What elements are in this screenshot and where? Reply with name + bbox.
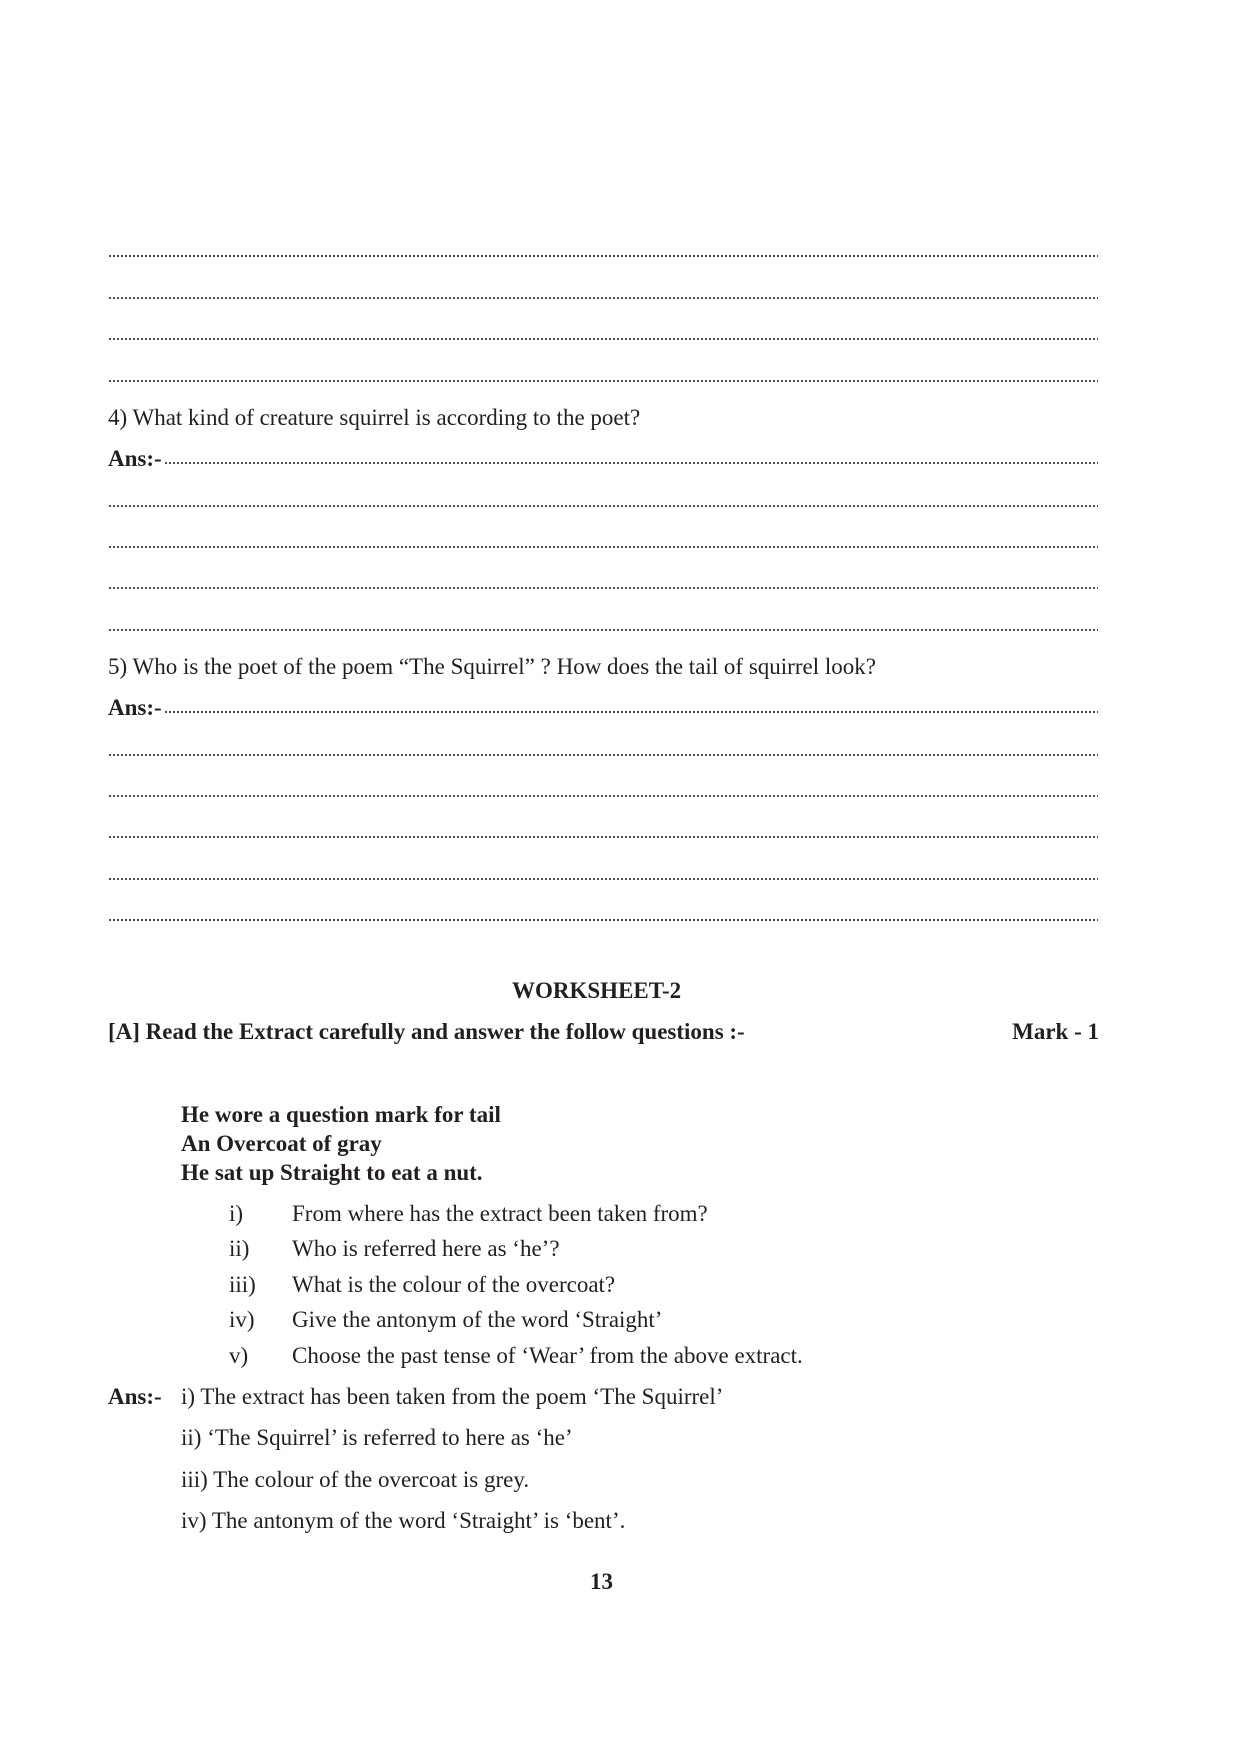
answer-line <box>108 834 1098 840</box>
extract-line: He sat up Straight to eat a nut. <box>181 1160 483 1185</box>
answer-line <box>108 544 1098 550</box>
question-5: 5) Who is the poet of the poem “The Squirrel” ? How does the tail of squirrel look? <box>108 654 876 679</box>
answer-text: iii) The colour of the overcoat is grey. <box>181 1467 530 1492</box>
answer-label: Ans:- <box>108 1384 162 1409</box>
section-heading: [A] Read the Extract carefully and answer the follow questions :- <box>108 1019 745 1044</box>
extract-line: He wore a question mark for tail <box>181 1102 501 1127</box>
answer-text: i) The extract has been taken from the poem ‘The Squirrel’ <box>181 1384 724 1409</box>
answer-text: iv) The antonym of the word ‘Straight’ is ‘bent’. <box>181 1508 626 1533</box>
question-number: iii) <box>229 1272 256 1297</box>
answer-line <box>164 460 1098 466</box>
worksheet-title: WORKSHEET-2 <box>512 978 682 1003</box>
question-text: From where has the extract been taken from? <box>292 1201 708 1226</box>
answer-line <box>108 627 1098 633</box>
question-text: Who is referred here as ‘he’? <box>292 1236 560 1261</box>
answer-line <box>108 503 1098 509</box>
question-4: 4) What kind of creature squirrel is according to the poet? <box>108 405 641 430</box>
marks-label: Mark - 1 <box>1012 1019 1099 1044</box>
question-number: ii) <box>229 1236 250 1261</box>
answer-row-q4 <box>108 446 1098 472</box>
question-text: Give the antonym of the word ‘Straight’ <box>292 1307 663 1332</box>
question-number: iv) <box>229 1307 255 1332</box>
answer-label: Ans:- <box>108 695 162 720</box>
extract-line: An Overcoat of gray <box>181 1131 382 1156</box>
answer-line <box>108 253 1098 259</box>
page-number: 13 <box>590 1569 613 1594</box>
answer-line <box>108 585 1098 591</box>
answer-line <box>108 917 1098 923</box>
answer-line <box>108 752 1098 758</box>
question-text: What is the colour of the overcoat? <box>292 1272 616 1297</box>
answer-line <box>108 876 1098 882</box>
question-number: v) <box>229 1343 249 1368</box>
question-text: Choose the past tense of ‘Wear’ from the above extract. <box>292 1343 803 1368</box>
answer-line <box>108 793 1098 799</box>
answer-label: Ans:- <box>108 446 162 471</box>
answer-line <box>108 336 1098 342</box>
answer-line <box>108 295 1098 301</box>
question-number: i) <box>229 1201 244 1226</box>
answer-line <box>108 378 1098 384</box>
answer-text: ii) ‘The Squirrel’ is referred to here as ‘he’ <box>181 1425 573 1450</box>
answer-row-q5 <box>108 695 1098 721</box>
answer-line <box>164 709 1098 715</box>
